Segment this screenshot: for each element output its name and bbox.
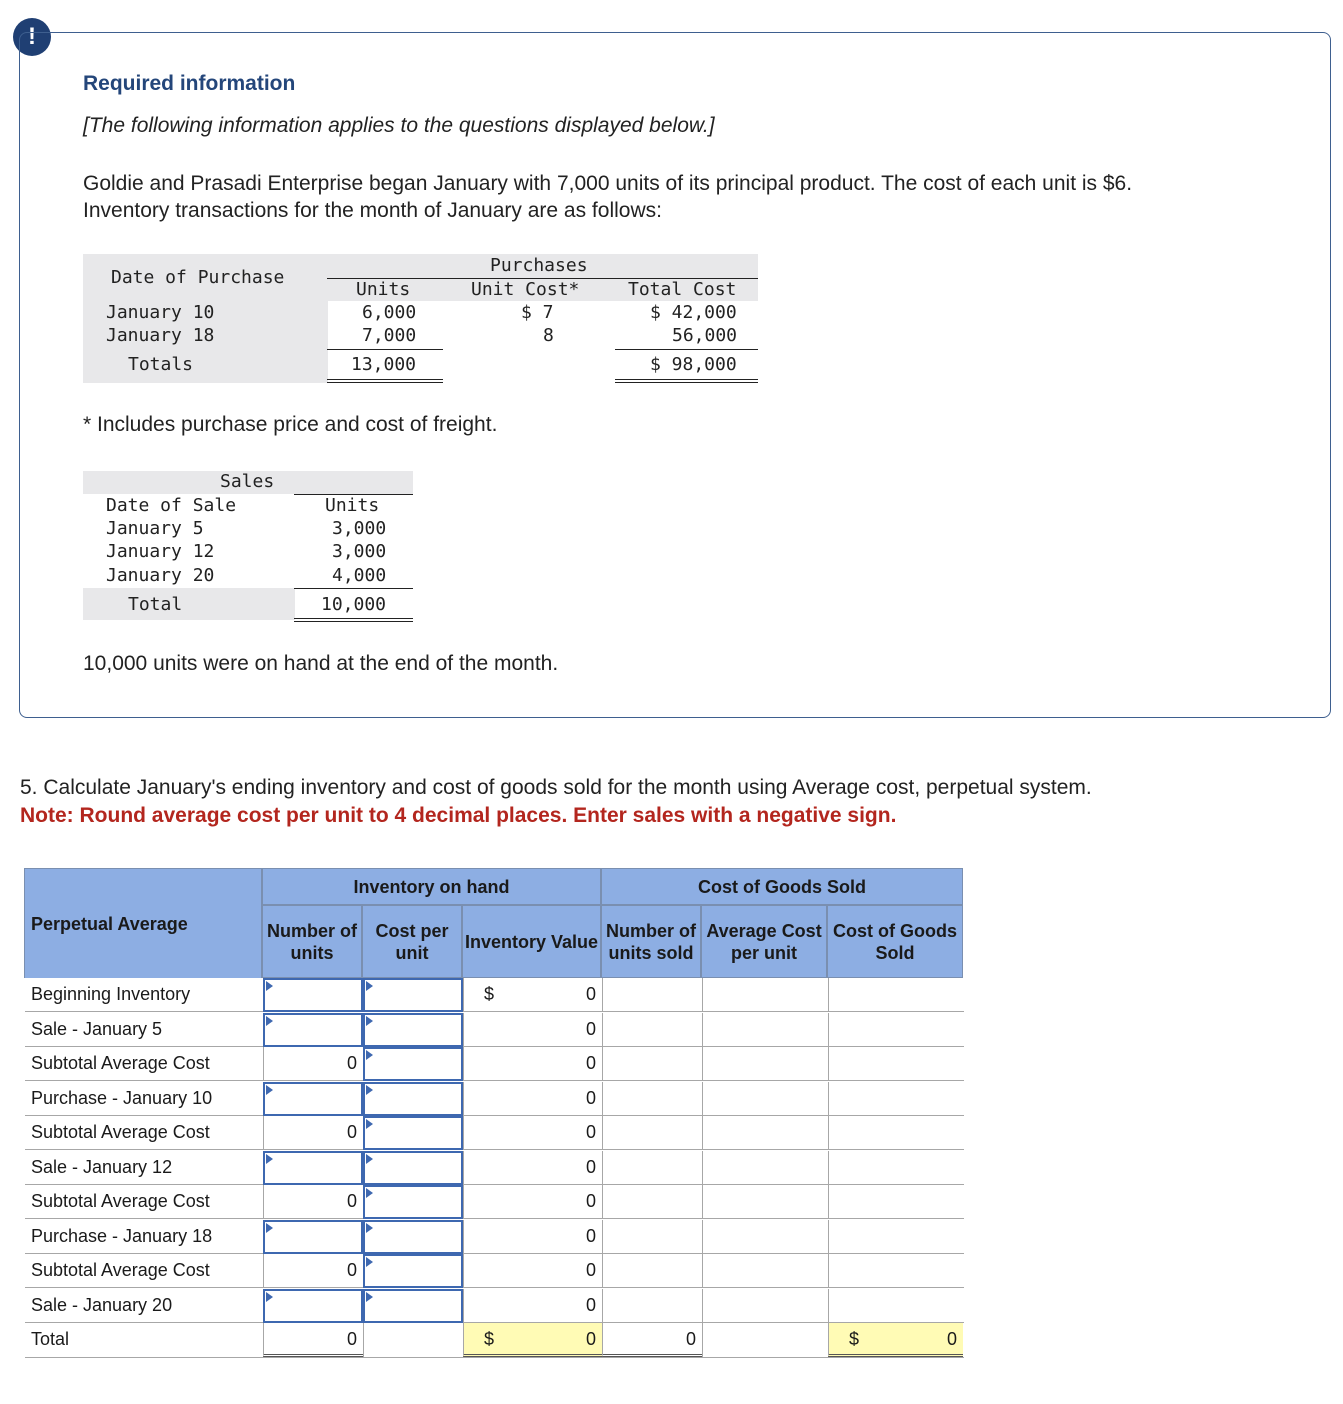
col-date-of-sale: Date of Sale xyxy=(106,495,237,516)
purchase-unit-cost: 8 xyxy=(543,325,554,346)
units-sold-cell xyxy=(602,1220,702,1254)
row-label: Purchase - January 10 xyxy=(31,1087,213,1108)
cost-per-unit-input[interactable] xyxy=(363,978,463,1012)
cogs-cell xyxy=(828,1151,963,1185)
total-units-sold: 0 xyxy=(602,1323,702,1357)
cogs-cell xyxy=(828,978,963,1012)
cost-per-unit-input[interactable] xyxy=(363,1220,463,1254)
number-of-units-input[interactable] xyxy=(263,1220,363,1254)
required-info-title: Required information xyxy=(83,72,296,95)
cost-per-unit-input[interactable] xyxy=(363,1116,463,1150)
number-of-units-input[interactable] xyxy=(263,978,363,1012)
row-label: Total xyxy=(31,1329,70,1349)
number-of-units-input[interactable] xyxy=(263,1082,363,1116)
cost-per-unit-input[interactable] xyxy=(363,1289,463,1323)
total-row xyxy=(25,1323,964,1358)
totals-units: 13,000 xyxy=(351,354,417,375)
table-row xyxy=(25,1047,964,1081)
number-of-units-value: 0 xyxy=(263,1254,363,1288)
col-unit-cost: Unit Cost* xyxy=(471,279,580,300)
units-sold-cell xyxy=(602,978,702,1012)
table-row xyxy=(25,1082,964,1116)
col-average-cost-per-unit: Average Cost per unit xyxy=(701,905,827,978)
table-row xyxy=(25,1254,964,1288)
total-cogs: $ 0 xyxy=(828,1323,963,1357)
group-inventory-on-hand: Inventory on hand xyxy=(262,868,601,905)
group-cost-of-goods-sold: Cost of Goods Sold xyxy=(601,868,963,905)
row-label: Sale - January 5 xyxy=(31,1018,163,1039)
row-label: Sale - January 12 xyxy=(31,1156,173,1177)
average-cost-cell xyxy=(702,1047,828,1081)
table-row xyxy=(25,1220,964,1254)
number-of-units-input[interactable] xyxy=(263,1289,363,1323)
units-sold-cell xyxy=(602,1116,702,1150)
required-info-subtitle: [The following information applies to the questions displayed below.] xyxy=(83,114,715,137)
units-sold-cell xyxy=(602,1254,702,1288)
units-sold-cell xyxy=(602,1082,702,1116)
cogs-cell xyxy=(828,1047,963,1081)
purchase-total-cost: $ 42,000 xyxy=(650,302,737,323)
row-label: Subtotal Average Cost xyxy=(31,1260,210,1280)
row-label: Subtotal Average Cost xyxy=(31,1053,210,1073)
inventory-value-cell: 0 xyxy=(463,1116,602,1150)
col-inventory-value: Inventory Value xyxy=(462,905,601,978)
purchase-total-cost: 56,000 xyxy=(672,325,738,346)
row-label: Purchase - January 18 xyxy=(31,1225,213,1246)
col-total-cost: Total Cost xyxy=(628,279,737,300)
footnote: * Includes purchase price and cost of freight. xyxy=(83,413,498,436)
ending-units-note: 10,000 units were on hand at the end of the month. xyxy=(83,652,559,675)
purchase-unit-cost: $ 7 xyxy=(521,302,554,323)
cost-per-unit-input[interactable] xyxy=(363,1185,463,1219)
totals-label: Totals xyxy=(128,354,194,375)
col-number-of-units: Number of units xyxy=(262,905,362,978)
col-sales-units: Units xyxy=(325,495,380,516)
number-of-units-input[interactable] xyxy=(263,1013,363,1047)
col-units: Units xyxy=(356,279,411,300)
corner-label: Perpetual Average xyxy=(24,868,262,978)
cost-per-unit-input[interactable] xyxy=(363,1254,463,1288)
cogs-cell xyxy=(828,1185,963,1219)
row-label: Subtotal Average Cost xyxy=(31,1191,210,1211)
inventory-value-cell: 0 xyxy=(463,1047,602,1081)
intro-line-2: Inventory transactions for the month of January are as follows: xyxy=(83,199,662,222)
cost-per-unit-input[interactable] xyxy=(363,1082,463,1116)
sale-date: January 12 xyxy=(106,541,215,562)
inventory-value-cell: 0 xyxy=(463,1185,602,1219)
total-cost-per-unit xyxy=(363,1323,463,1357)
average-cost-cell xyxy=(702,1151,828,1185)
cogs-cell xyxy=(828,1289,963,1323)
purchase-units: 6,000 xyxy=(362,302,417,323)
col-number-of-units-sold: Number of units sold xyxy=(601,905,701,978)
inventory-value-cell: $ 0 xyxy=(463,978,602,1012)
total-units: 0 xyxy=(263,1323,363,1357)
inventory-value-cell: 0 xyxy=(463,1151,602,1185)
average-cost-cell xyxy=(702,1082,828,1116)
inventory-value-cell: 0 xyxy=(463,1289,602,1323)
purchase-date: January 10 xyxy=(106,302,215,323)
row-label: Beginning Inventory xyxy=(31,984,191,1004)
sale-units: 3,000 xyxy=(332,518,387,539)
purchase-date: January 18 xyxy=(106,325,215,346)
sale-date: January 5 xyxy=(106,518,204,539)
inventory-value-cell: 0 xyxy=(463,1082,602,1116)
col-cost-per-unit: Cost per unit xyxy=(362,905,462,978)
average-cost-cell xyxy=(702,1116,828,1150)
table-row xyxy=(25,1151,964,1185)
number-of-units-input[interactable] xyxy=(263,1151,363,1185)
table-row xyxy=(25,1013,964,1047)
average-cost-cell xyxy=(702,1013,828,1047)
cogs-cell xyxy=(828,1116,963,1150)
sales-group-header: Sales xyxy=(220,471,275,492)
question-note: Note: Round average cost per unit to 4 decimal places. Enter sales with a negative sign. xyxy=(20,804,897,827)
intro-line-1: Goldie and Prasadi Enterprise began January with 7,000 units of its principal product. The cost of each unit is $6. xyxy=(83,172,1133,195)
col-date-of-purchase: Date of Purchase xyxy=(111,267,285,288)
sales-total-label: Total xyxy=(128,594,183,615)
cost-per-unit-input[interactable] xyxy=(363,1151,463,1185)
alert-icon: ! xyxy=(13,18,51,56)
purchase-units: 7,000 xyxy=(362,325,417,346)
cogs-cell xyxy=(828,1013,963,1047)
number-of-units-value: 0 xyxy=(263,1047,363,1081)
cogs-cell xyxy=(828,1082,963,1116)
table-row xyxy=(25,1116,964,1150)
cogs-cell xyxy=(828,1254,963,1288)
purchases-group-header: Purchases xyxy=(490,255,588,276)
average-cost-cell xyxy=(702,1185,828,1219)
table-row xyxy=(25,1185,964,1219)
row-label: Subtotal Average Cost xyxy=(31,1122,210,1142)
sale-units: 3,000 xyxy=(332,541,387,562)
units-sold-cell xyxy=(602,1289,702,1323)
average-cost-cell xyxy=(702,1254,828,1288)
sale-units: 4,000 xyxy=(332,565,387,586)
units-sold-cell xyxy=(602,1013,702,1047)
units-sold-cell xyxy=(602,1151,702,1185)
sales-total-units: 10,000 xyxy=(321,594,387,615)
average-cost-cell xyxy=(702,1289,828,1323)
row-label: Sale - January 20 xyxy=(31,1294,173,1315)
units-sold-cell xyxy=(602,1185,702,1219)
question-text: 5. Calculate January's ending inventory and cost of goods sold for the month using Average cost, perpetual system. xyxy=(20,776,1092,799)
cost-per-unit-input[interactable] xyxy=(363,1013,463,1047)
total-average-cost xyxy=(702,1323,828,1357)
average-cost-cell xyxy=(702,978,828,1012)
average-cost-cell xyxy=(702,1220,828,1254)
table-row xyxy=(25,978,964,1012)
cogs-cell xyxy=(828,1220,963,1254)
sale-date: January 20 xyxy=(106,565,215,586)
units-sold-cell xyxy=(602,1047,702,1081)
totals-cost: $ 98,000 xyxy=(650,354,737,375)
inventory-value-cell: 0 xyxy=(463,1254,602,1288)
col-cost-of-goods-sold: Cost of Goods Sold xyxy=(827,905,963,978)
cost-per-unit-input[interactable] xyxy=(363,1047,463,1081)
number-of-units-value: 0 xyxy=(263,1185,363,1219)
intro-text xyxy=(83,170,1283,224)
inventory-value-cell: 0 xyxy=(463,1220,602,1254)
table-row xyxy=(25,1289,964,1323)
inventory-value-cell: 0 xyxy=(463,1013,602,1047)
total-inventory-value: $ 0 xyxy=(463,1323,602,1357)
number-of-units-value: 0 xyxy=(263,1116,363,1150)
